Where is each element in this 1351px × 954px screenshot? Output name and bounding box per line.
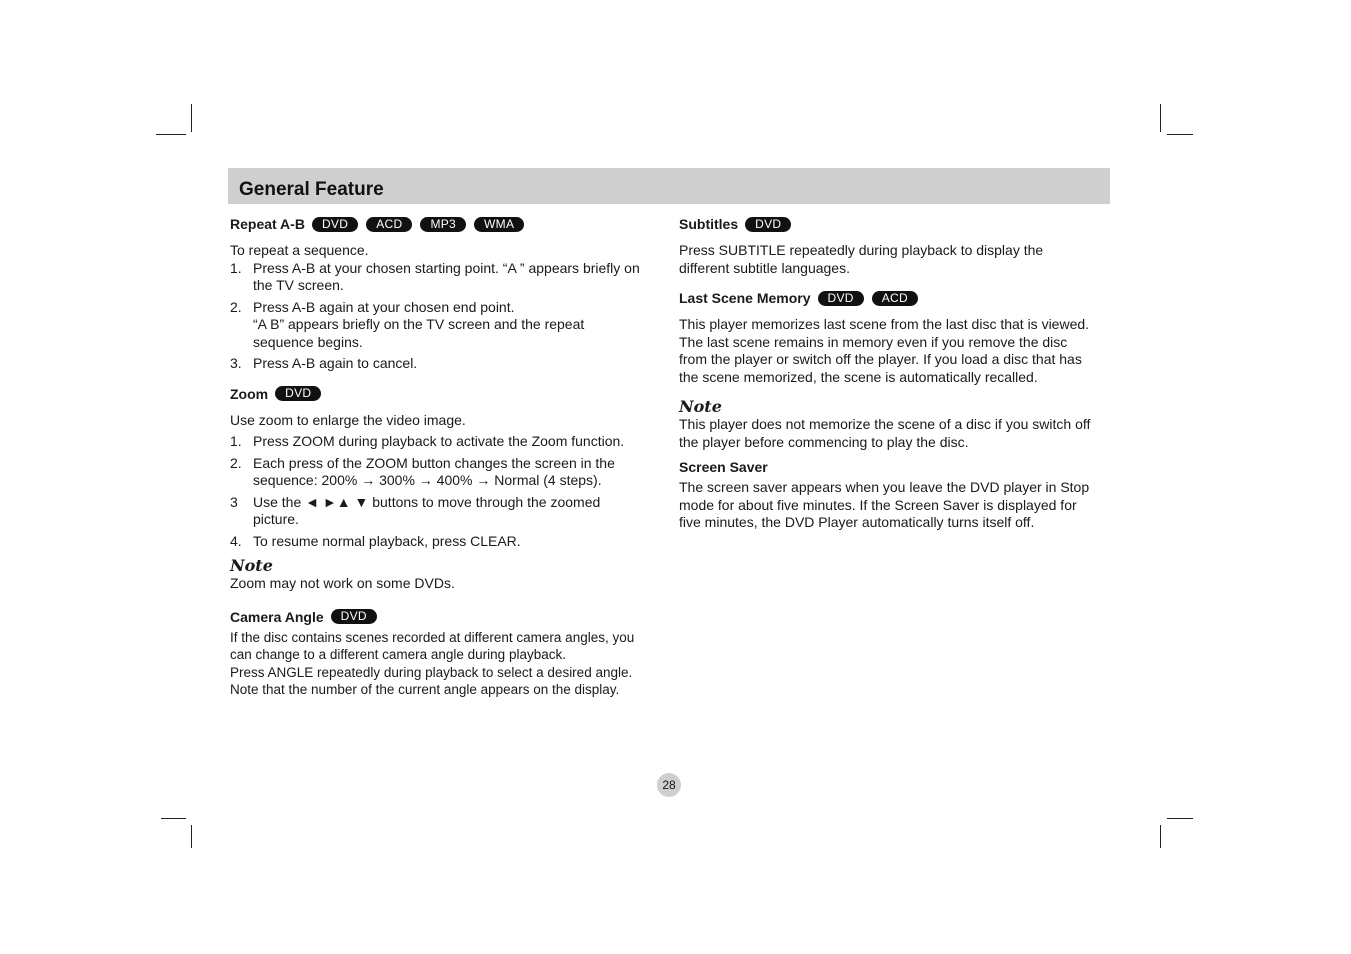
badge-dvd: DVD xyxy=(818,291,864,306)
text-line: the scene memorized, the scene is automatically recalled. xyxy=(679,368,1038,385)
repeat-ab-heading xyxy=(230,214,660,234)
text-line: Press ANGLE repeatedly during playback to select a desired angle. xyxy=(230,664,633,680)
crop-mark xyxy=(1167,134,1193,135)
text-line: the player before commencing to play the disc. xyxy=(679,433,969,450)
crop-mark xyxy=(1160,825,1161,848)
step-text: Use the ◄ ►▲ ▼ buttons to move through the zoomed xyxy=(253,493,601,510)
last-scene-memory-heading xyxy=(679,288,1109,308)
crop-mark xyxy=(1167,818,1193,819)
page-title: General Feature xyxy=(239,179,384,200)
badge-acd: ACD xyxy=(872,291,918,306)
text-line: five minutes, the DVD Player automatically turns itself off. xyxy=(679,514,1035,530)
text-line: The last scene remains in memory even if you remove the disc xyxy=(679,333,1068,350)
crop-mark xyxy=(161,818,186,819)
camera-angle-title: Camera Angle xyxy=(230,608,324,625)
text-line: If the disc contains scenes recorded at different camera angles, you xyxy=(230,629,635,645)
last-scene-note-text xyxy=(679,416,1109,451)
last-scene-memory-title: Last Scene Memory xyxy=(679,290,811,306)
text-line: Press SUBTITLE repeatedly during playback to display the xyxy=(679,242,1044,258)
step-text: Each press of the ZOOM button changes the screen in the xyxy=(253,454,615,471)
badge-dvd: DVD xyxy=(745,217,791,232)
list-item xyxy=(230,533,660,551)
last-scene-note-title: Note xyxy=(679,397,722,416)
step-text: Press A-B again to cancel. xyxy=(253,355,418,371)
step-number: 2. xyxy=(230,454,242,471)
format-badges xyxy=(745,217,791,232)
step-text: sequence: 200% → 300% → 400% → Normal (4 steps). xyxy=(253,472,602,488)
format-badges xyxy=(312,217,524,232)
text-line: from the player or switch off the player. If you load a disc that has xyxy=(679,351,1082,367)
step-number: 4. xyxy=(230,532,242,549)
camera-angle-text xyxy=(230,629,660,699)
badge-dvd: DVD xyxy=(331,609,377,624)
repeat-ab-intro: To repeat a sequence. xyxy=(230,242,369,258)
screen-saver-title: Screen Saver xyxy=(679,459,768,475)
step-text: Press A-B at your chosen starting point. “A ” appears briefly on xyxy=(253,259,640,276)
crop-mark xyxy=(1160,104,1161,132)
subtitles-text xyxy=(679,242,1109,277)
subtitles-title: Subtitles xyxy=(679,216,739,232)
list-item xyxy=(230,260,660,295)
subtitles-heading xyxy=(679,214,1109,234)
page-number: 28 xyxy=(657,773,681,797)
step-number: 2. xyxy=(230,298,242,315)
screen-saver-heading xyxy=(679,457,1109,477)
right-column xyxy=(679,214,1109,532)
text-line: mode for about five minutes. If the Screen Saver is displayed for xyxy=(679,496,1077,513)
format-badges xyxy=(331,609,377,624)
zoom-title: Zoom xyxy=(230,385,269,402)
left-column xyxy=(230,214,660,699)
format-badges xyxy=(275,386,321,401)
badge-mp3: MP3 xyxy=(420,217,466,232)
step-text: “A B” appears briefly on the TV screen and the repeat xyxy=(253,316,585,332)
badge-dvd: DVD xyxy=(312,217,358,232)
badge-dvd: DVD xyxy=(275,386,321,401)
step-text: Press ZOOM during playback to activate the Zoom function. xyxy=(253,433,625,449)
repeat-ab-steps xyxy=(230,260,660,373)
text-line: can change to a different camera angle during playback. xyxy=(230,647,566,662)
step-number: 1. xyxy=(230,433,242,449)
zoom-note-title: Note xyxy=(230,556,273,575)
step-number: 3. xyxy=(230,355,242,371)
zoom-note-text: Zoom may not work on some DVDs. xyxy=(230,575,455,591)
badge-wma: WMA xyxy=(474,217,524,232)
badge-acd: ACD xyxy=(366,217,412,232)
camera-angle-heading xyxy=(230,607,660,627)
step-text: To resume normal playback, press CLEAR. xyxy=(253,532,521,549)
step-text: Press A-B again at your chosen end point. xyxy=(253,298,515,315)
section-header-bar xyxy=(228,168,1110,204)
zoom-steps xyxy=(230,433,660,550)
text-line: different subtitle languages. xyxy=(679,259,850,276)
list-item xyxy=(230,494,660,529)
list-item xyxy=(230,455,660,490)
text-line: Note that the number of the current angle appears on the display. xyxy=(230,682,620,697)
zoom-heading xyxy=(230,384,660,404)
list-item xyxy=(230,355,660,373)
screen-saver-text xyxy=(679,479,1109,532)
crop-mark xyxy=(191,825,192,848)
step-number: 1. xyxy=(230,259,242,276)
text-line: This player memorizes last scene from the last disc that is viewed. xyxy=(679,316,1090,332)
step-number: 3 xyxy=(230,493,238,510)
step-text: the TV screen. xyxy=(253,277,344,293)
format-badges xyxy=(818,291,919,306)
list-item xyxy=(230,433,660,451)
repeat-ab-title: Repeat A-B xyxy=(230,216,305,232)
crop-mark xyxy=(156,134,186,135)
text-line: The screen saver appears when you leave the DVD player in Stop xyxy=(679,479,1090,495)
last-scene-memory-text xyxy=(679,316,1109,386)
step-text: picture. xyxy=(253,511,299,527)
crop-mark xyxy=(191,104,192,132)
zoom-intro: Use zoom to enlarge the video image. xyxy=(230,411,466,428)
list-item xyxy=(230,299,660,352)
step-text: sequence begins. xyxy=(253,333,363,350)
text-line: This player does not memorize the scene of a disc if you switch off xyxy=(679,416,1091,432)
